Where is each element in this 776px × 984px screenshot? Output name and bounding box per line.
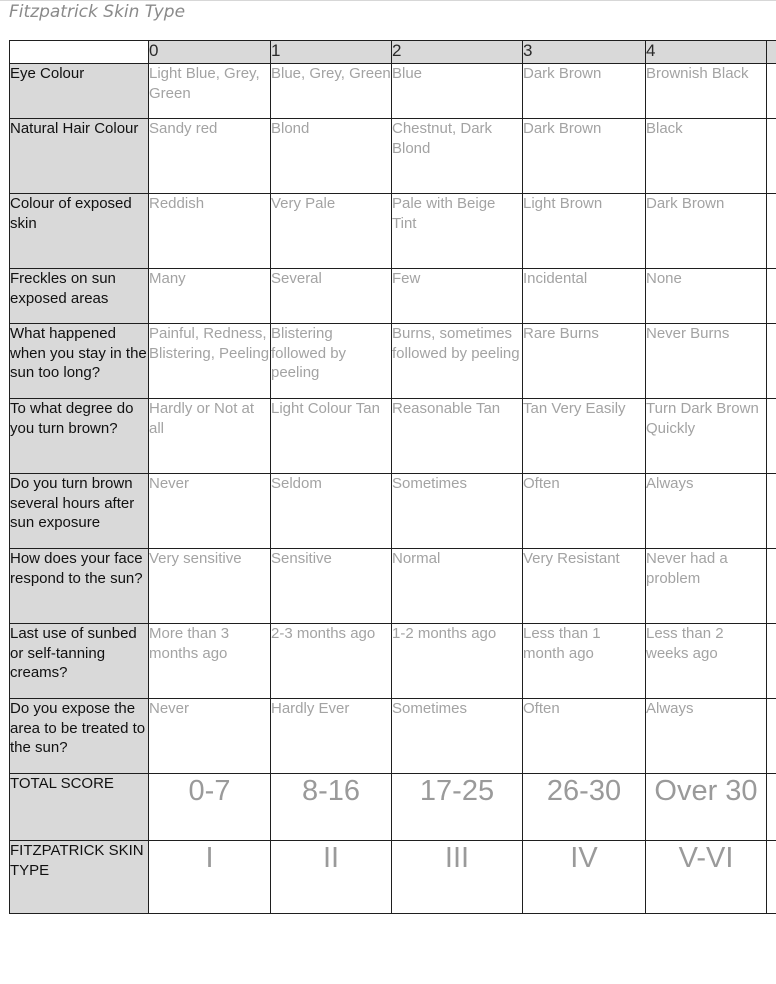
table-row bbox=[10, 399, 776, 474]
skin-type-row bbox=[10, 841, 776, 914]
row-label: Last use of sunbed or self-tanning creams? bbox=[10, 624, 149, 699]
row-label: Freckles on sun exposed areas bbox=[10, 269, 149, 324]
answer-cell: Never bbox=[149, 699, 271, 774]
row-label: What happened when you stay in the sun too long? bbox=[10, 324, 149, 399]
column-header-edge bbox=[767, 41, 776, 64]
answer-cell: Many bbox=[149, 269, 271, 324]
edge-cell bbox=[767, 841, 776, 914]
top-divider bbox=[0, 0, 776, 1]
total-score-label: TOTAL SCORE bbox=[10, 774, 149, 841]
answer-cell: Never Burns bbox=[646, 324, 767, 399]
header-row bbox=[10, 41, 776, 64]
answer-cell: Chestnut, Dark Blond bbox=[392, 119, 523, 194]
answer-cell: Very Pale bbox=[271, 194, 392, 269]
skin-type-value: III bbox=[392, 841, 523, 914]
answer-cell: Very sensitive bbox=[149, 549, 271, 624]
table-row bbox=[10, 699, 776, 774]
score-range: 8-16 bbox=[271, 774, 392, 841]
answer-cell: Several bbox=[271, 269, 392, 324]
edge-cell bbox=[767, 399, 776, 474]
answer-cell: Reasonable Tan bbox=[392, 399, 523, 474]
row-label: To what degree do you turn brown? bbox=[10, 399, 149, 474]
answer-cell: Black bbox=[646, 119, 767, 194]
answer-cell: Light Brown bbox=[523, 194, 646, 269]
answer-cell: Hardly Ever bbox=[271, 699, 392, 774]
column-header: 2 bbox=[392, 41, 523, 64]
total-score-row bbox=[10, 774, 776, 841]
table-row bbox=[10, 119, 776, 194]
table-row bbox=[10, 624, 776, 699]
answer-cell: 2-3 months ago bbox=[271, 624, 392, 699]
table-row bbox=[10, 64, 776, 119]
edge-cell bbox=[767, 699, 776, 774]
score-range: Over 30 bbox=[646, 774, 767, 841]
edge-cell bbox=[767, 624, 776, 699]
edge-cell bbox=[767, 119, 776, 194]
header-corner-cell bbox=[10, 41, 149, 64]
score-range: 26-30 bbox=[523, 774, 646, 841]
answer-cell: Less than 2 weeks ago bbox=[646, 624, 767, 699]
edge-cell bbox=[767, 269, 776, 324]
answer-cell: Never bbox=[149, 474, 271, 549]
table-row bbox=[10, 474, 776, 549]
skin-type-value: V-VI bbox=[646, 841, 767, 914]
edge-cell bbox=[767, 324, 776, 399]
column-header: 3 bbox=[523, 41, 646, 64]
answer-cell: Dark Brown bbox=[523, 64, 646, 119]
answer-cell: Often bbox=[523, 474, 646, 549]
column-header: 4 bbox=[646, 41, 767, 64]
row-label: Eye Colour bbox=[10, 64, 149, 119]
answer-cell: Rare Burns bbox=[523, 324, 646, 399]
answer-cell: Burns, sometimes followed by peeling bbox=[392, 324, 523, 399]
score-range: 0-7 bbox=[149, 774, 271, 841]
column-header: 0 bbox=[149, 41, 271, 64]
edge-cell bbox=[767, 474, 776, 549]
answer-cell: Less than 1 month ago bbox=[523, 624, 646, 699]
edge-cell bbox=[767, 549, 776, 624]
table-row bbox=[10, 549, 776, 624]
answer-cell: Sensitive bbox=[271, 549, 392, 624]
answer-cell: Blue, Grey, Green bbox=[271, 64, 392, 119]
edge-cell bbox=[767, 774, 776, 841]
answer-cell: Pale with Beige Tint bbox=[392, 194, 523, 269]
answer-cell: Normal bbox=[392, 549, 523, 624]
answer-cell: Sandy red bbox=[149, 119, 271, 194]
answer-cell: Turn Dark Brown Quickly bbox=[646, 399, 767, 474]
answer-cell: Always bbox=[646, 474, 767, 549]
answer-cell: 1-2 months ago bbox=[392, 624, 523, 699]
answer-cell: Light Colour Tan bbox=[271, 399, 392, 474]
row-label: How does your face respond to the sun? bbox=[10, 549, 149, 624]
answer-cell: Reddish bbox=[149, 194, 271, 269]
answer-cell: Blond bbox=[271, 119, 392, 194]
answer-cell: Very Resistant bbox=[523, 549, 646, 624]
answer-cell: Always bbox=[646, 699, 767, 774]
skin-type-value: II bbox=[271, 841, 392, 914]
answer-cell: Dark Brown bbox=[646, 194, 767, 269]
answer-cell: More than 3 months ago bbox=[149, 624, 271, 699]
page-title: Fitzpatrick Skin Type bbox=[9, 2, 186, 22]
answer-cell: None bbox=[646, 269, 767, 324]
answer-cell: Hardly or Not at all bbox=[149, 399, 271, 474]
answer-cell: Few bbox=[392, 269, 523, 324]
answer-cell: Painful, Redness, Blistering, Peeling bbox=[149, 324, 271, 399]
row-label: Do you expose the area to be treated to the sun? bbox=[10, 699, 149, 774]
edge-cell bbox=[767, 194, 776, 269]
answer-cell: Sometimes bbox=[392, 474, 523, 549]
table-row bbox=[10, 194, 776, 269]
answer-cell: Seldom bbox=[271, 474, 392, 549]
row-label: Natural Hair Colour bbox=[10, 119, 149, 194]
answer-cell: Incidental bbox=[523, 269, 646, 324]
answer-cell: Tan Very Easily bbox=[523, 399, 646, 474]
answer-cell: Blistering followed by peeling bbox=[271, 324, 392, 399]
row-label: Colour of exposed skin bbox=[10, 194, 149, 269]
column-header: 1 bbox=[271, 41, 392, 64]
answer-cell: Never had a problem bbox=[646, 549, 767, 624]
answer-cell: Dark Brown bbox=[523, 119, 646, 194]
fitzpatrick-table bbox=[9, 40, 776, 914]
edge-cell bbox=[767, 64, 776, 119]
table-row bbox=[10, 324, 776, 399]
skin-type-value: I bbox=[149, 841, 271, 914]
answer-cell: Light Blue, Grey, Green bbox=[149, 64, 271, 119]
score-range: 17-25 bbox=[392, 774, 523, 841]
answer-cell: Brownish Black bbox=[646, 64, 767, 119]
answer-cell: Often bbox=[523, 699, 646, 774]
table-row bbox=[10, 269, 776, 324]
answer-cell: Blue bbox=[392, 64, 523, 119]
row-label: Do you turn brown several hours after sun exposure bbox=[10, 474, 149, 549]
skin-type-value: IV bbox=[523, 841, 646, 914]
skin-type-label: FITZPATRICK SKIN TYPE bbox=[10, 841, 149, 914]
answer-cell: Sometimes bbox=[392, 699, 523, 774]
